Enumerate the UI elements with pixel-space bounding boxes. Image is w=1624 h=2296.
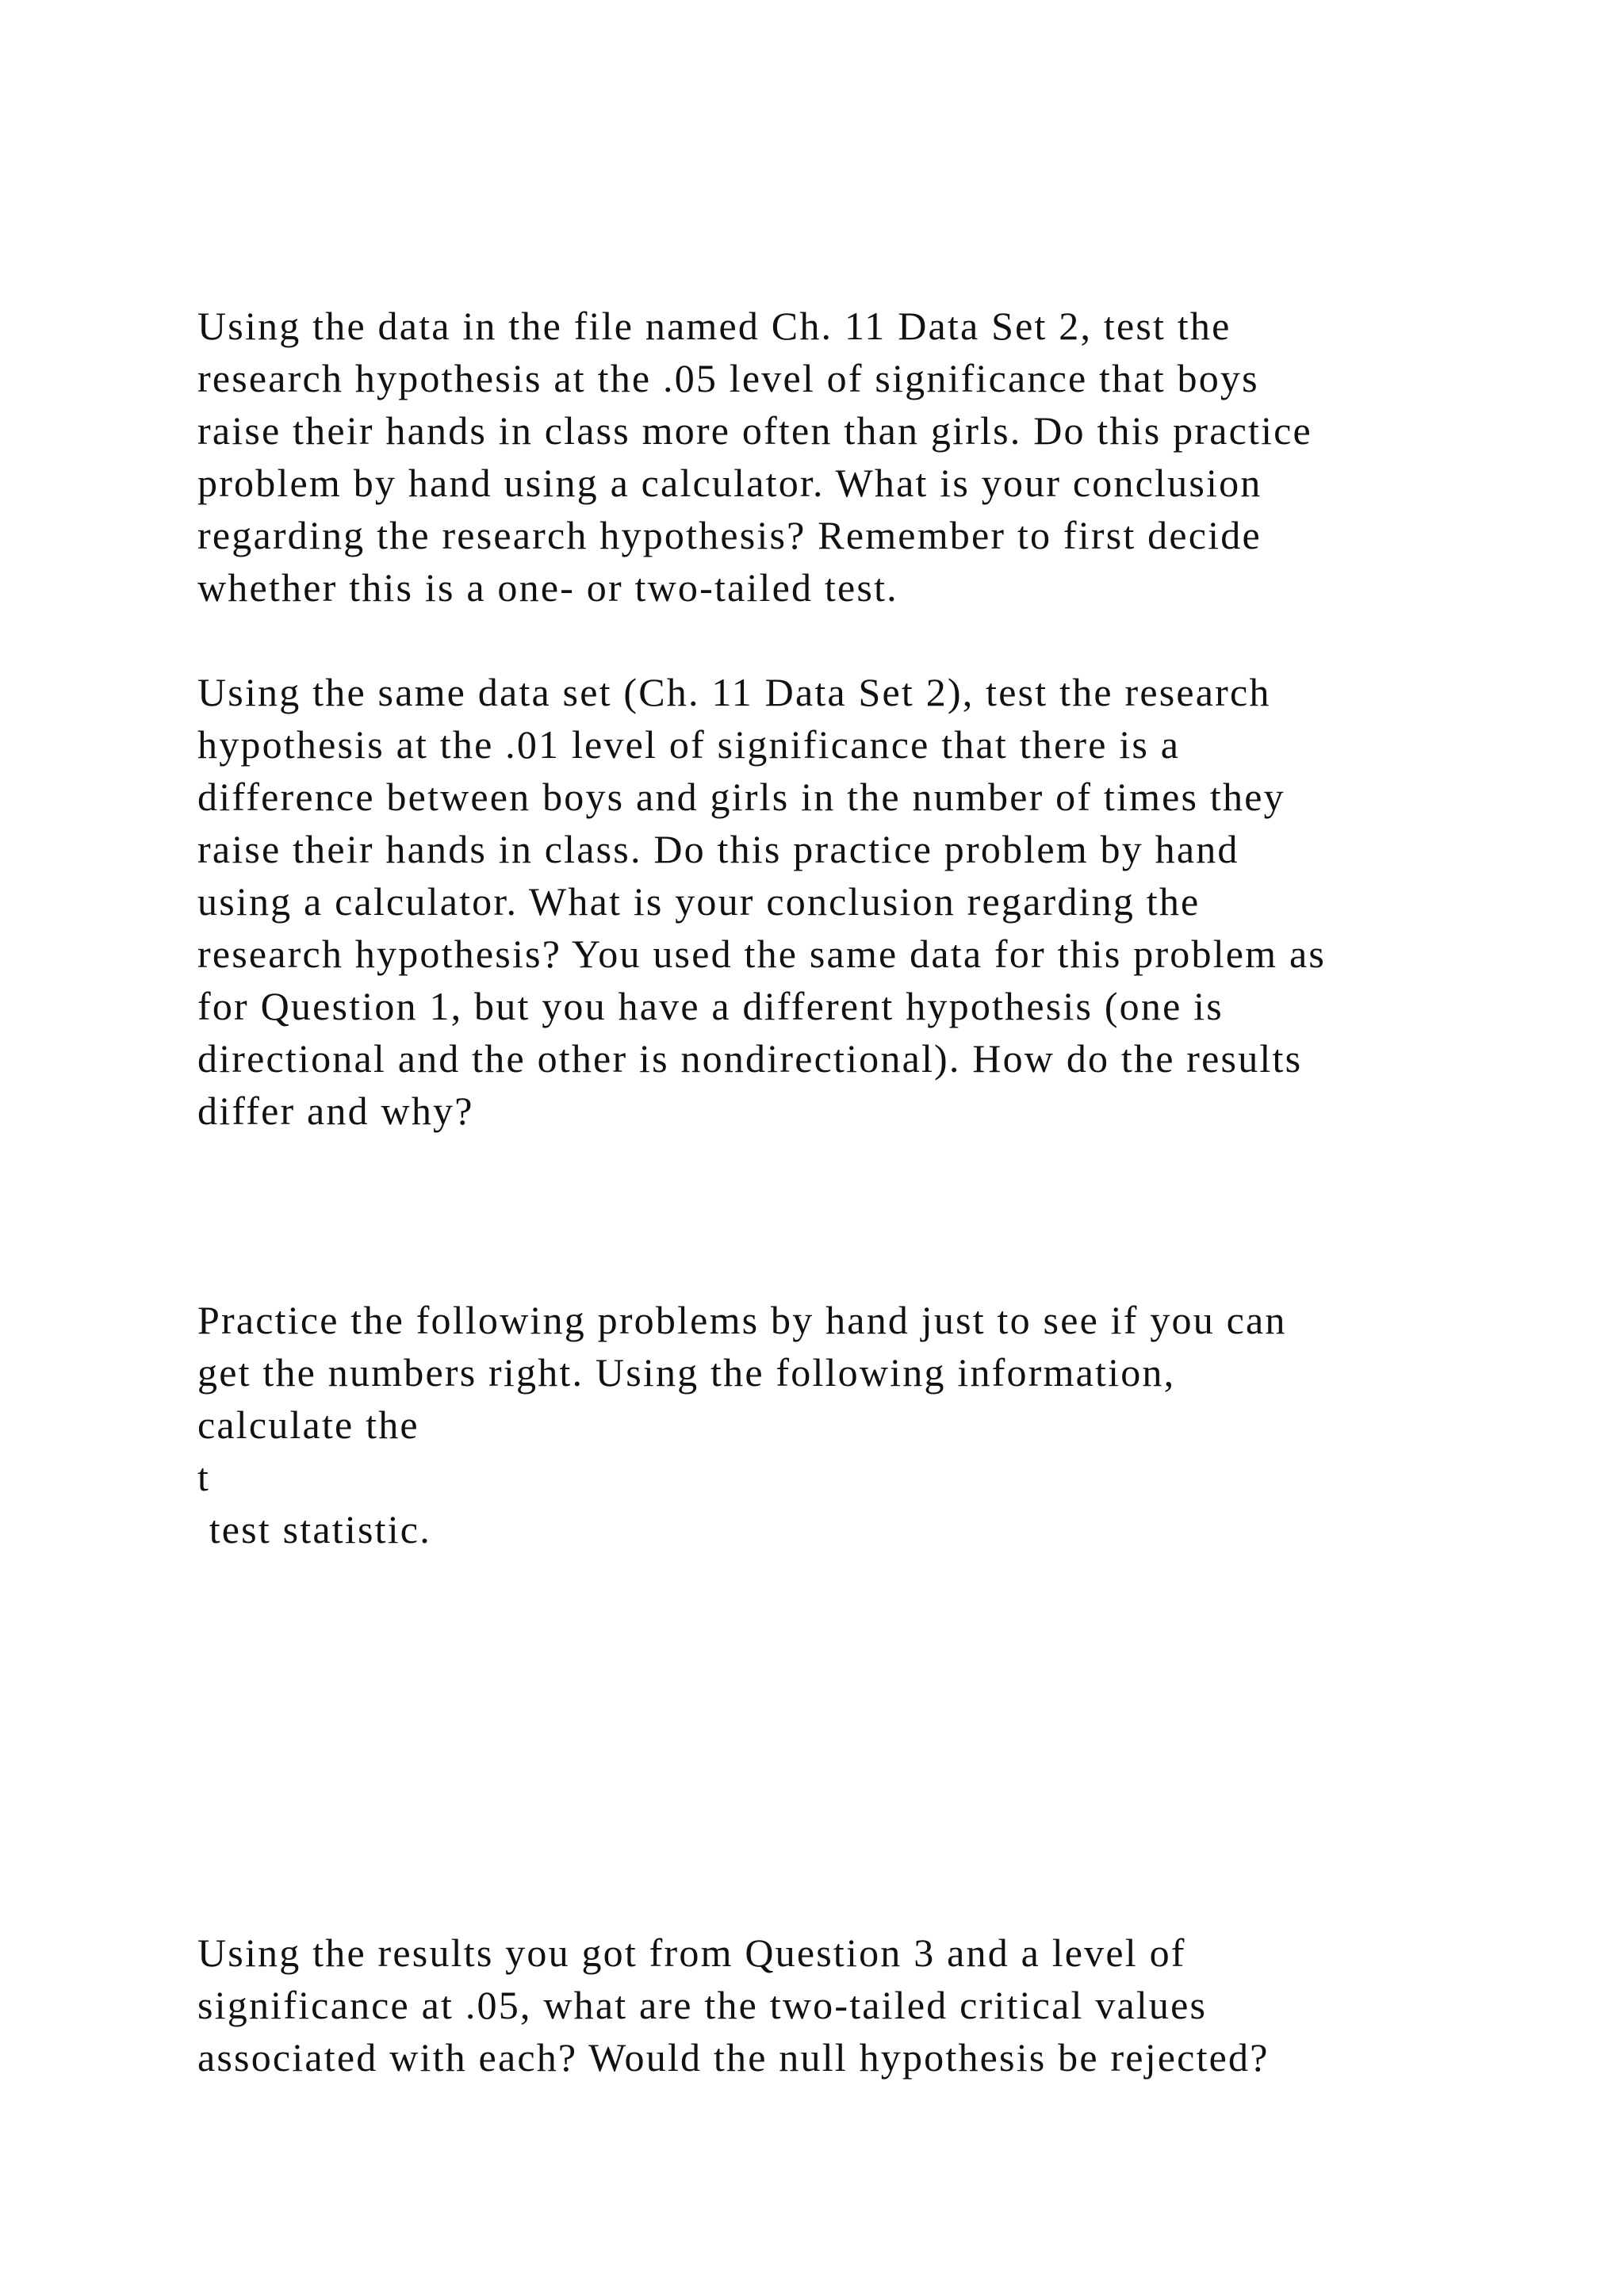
text-line: whether this is a one- or two-tailed test.: [197, 565, 898, 610]
text-line: Using the data in the file named Ch. 11 Data Set 2, test the: [197, 304, 1231, 348]
text-line: regarding the research hypothesis? Remember to first decide: [197, 513, 1262, 557]
text-line: research hypothesis at the .05 level of significance that boys: [197, 356, 1259, 400]
text-line: significance at .05, what are the two-tailed critical values: [197, 1983, 1208, 2027]
text-line: directional and the other is nondirectional). How do the results: [197, 1036, 1303, 1081]
text-line: associated with each? Would the null hypothesis be rejected?: [197, 2035, 1270, 2080]
text-line: Using the same data set (Ch. 11 Data Set 2), test the research: [197, 670, 1271, 714]
text-line: raise their hands in class more often than girls. Do this practice: [197, 408, 1312, 453]
text-line: using a calculator. What is your conclusion regarding the: [197, 879, 1201, 924]
text-line: test statistic.: [197, 1507, 431, 1552]
text-line: hypothesis at the .01 level of significance that there is a: [197, 722, 1181, 767]
text-line: calculate the: [197, 1402, 419, 1447]
text-line: raise their hands in class. Do this practice problem by hand: [197, 827, 1239, 871]
text-line: get the numbers right. Using the following information,: [197, 1350, 1176, 1395]
text-line: difference between boys and girls in the number of times they: [197, 775, 1285, 819]
text-line: Using the results you got from Question 3 and a level of: [197, 1931, 1186, 1975]
text-line: t: [197, 1455, 211, 1499]
text-line: Practice the following problems by hand just to see if you can: [197, 1298, 1287, 1342]
text-line: research hypothesis? You used the same data for this problem as: [197, 932, 1327, 976]
text-line: differ and why?: [197, 1089, 474, 1133]
text-line: problem by hand using a calculator. What is your conclusion: [197, 461, 1262, 505]
text-line: for Question 1, but you have a different hypothesis (one is: [197, 984, 1224, 1028]
